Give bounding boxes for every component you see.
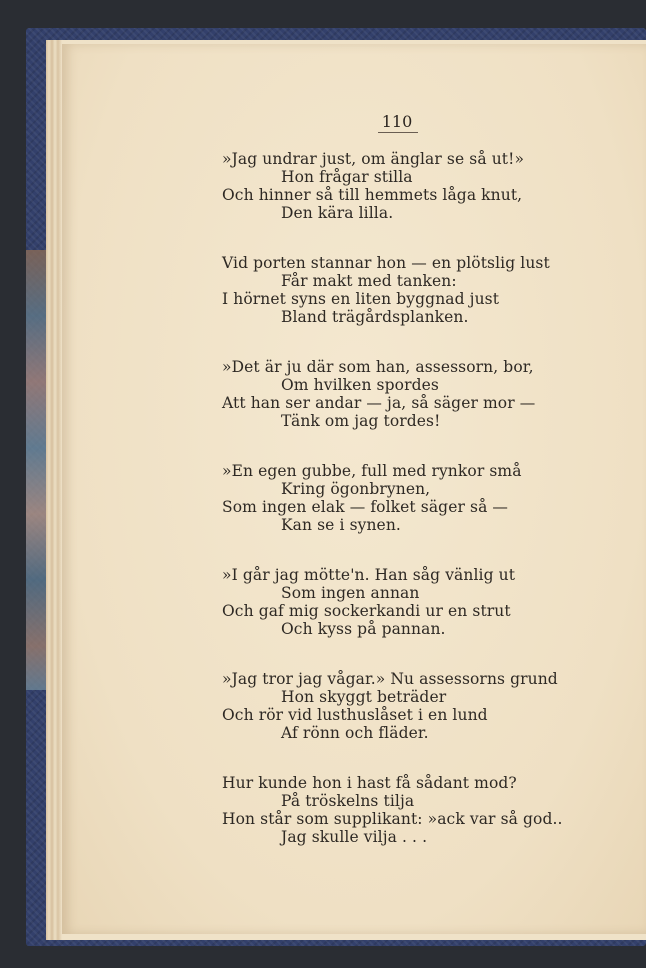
- poem-line: Tänk om jag tordes!: [281, 412, 441, 430]
- poem-line: Och hinner så till hemmets låga knut,: [222, 186, 523, 204]
- poem-line: På tröskelns tilja: [281, 792, 415, 810]
- poem-line: Om hvilken spordes: [281, 376, 439, 394]
- poem-line: »Jag tror jag vågar.» Nu assessorns grund: [222, 670, 558, 688]
- poem-line: Får makt med tanken:: [281, 272, 457, 290]
- poem-line: I hörnet syns en liten byggnad just: [222, 290, 500, 308]
- poem-line: Att han ser andar — ja, så säger mor —: [222, 394, 536, 412]
- poem-line: Af rönn och fläder.: [281, 724, 429, 742]
- poem-line: Och gaf mig sockerkandi ur en strut: [222, 602, 511, 620]
- poem-line: Hur kunde hon i hast få sådant mod?: [222, 774, 517, 792]
- poem-line: Vid porten stannar hon — en plötslig lust: [222, 254, 550, 272]
- poem-line: Den kära lilla.: [281, 204, 394, 222]
- poem-line: Kring ögonbrynen,: [281, 480, 431, 498]
- poem-line: Hon står som supplikant: »ack var så god..: [222, 810, 563, 828]
- poem-line: »Det är ju där som han, assessorn, bor,: [222, 358, 534, 376]
- poem-line: Hon frågar stilla: [281, 168, 413, 186]
- poem-line: »I går jag mötte'n. Han såg vänlig ut: [222, 566, 516, 584]
- poem-line: Och kyss på pannan.: [281, 620, 446, 638]
- page-number-rule: [378, 132, 418, 133]
- poem-line: Kan se i synen.: [281, 516, 401, 534]
- poem-line: »En egen gubbe, full med rynkor små: [222, 462, 522, 480]
- poem-line: Hon skyggt beträder: [281, 688, 447, 706]
- poem-line: Som ingen elak — folket säger så —: [222, 498, 509, 516]
- poem-line: Som ingen annan: [281, 584, 420, 602]
- poem-line: Bland trägårdsplanken.: [281, 308, 469, 326]
- poem-line: Och rör vid lusthuslåset i en lund: [222, 706, 488, 724]
- poem-line: »Jag undrar just, om änglar se så ut!»: [222, 150, 525, 168]
- poem-line: Jag skulle vilja . . .: [281, 828, 428, 846]
- page-number: 110: [381, 112, 413, 131]
